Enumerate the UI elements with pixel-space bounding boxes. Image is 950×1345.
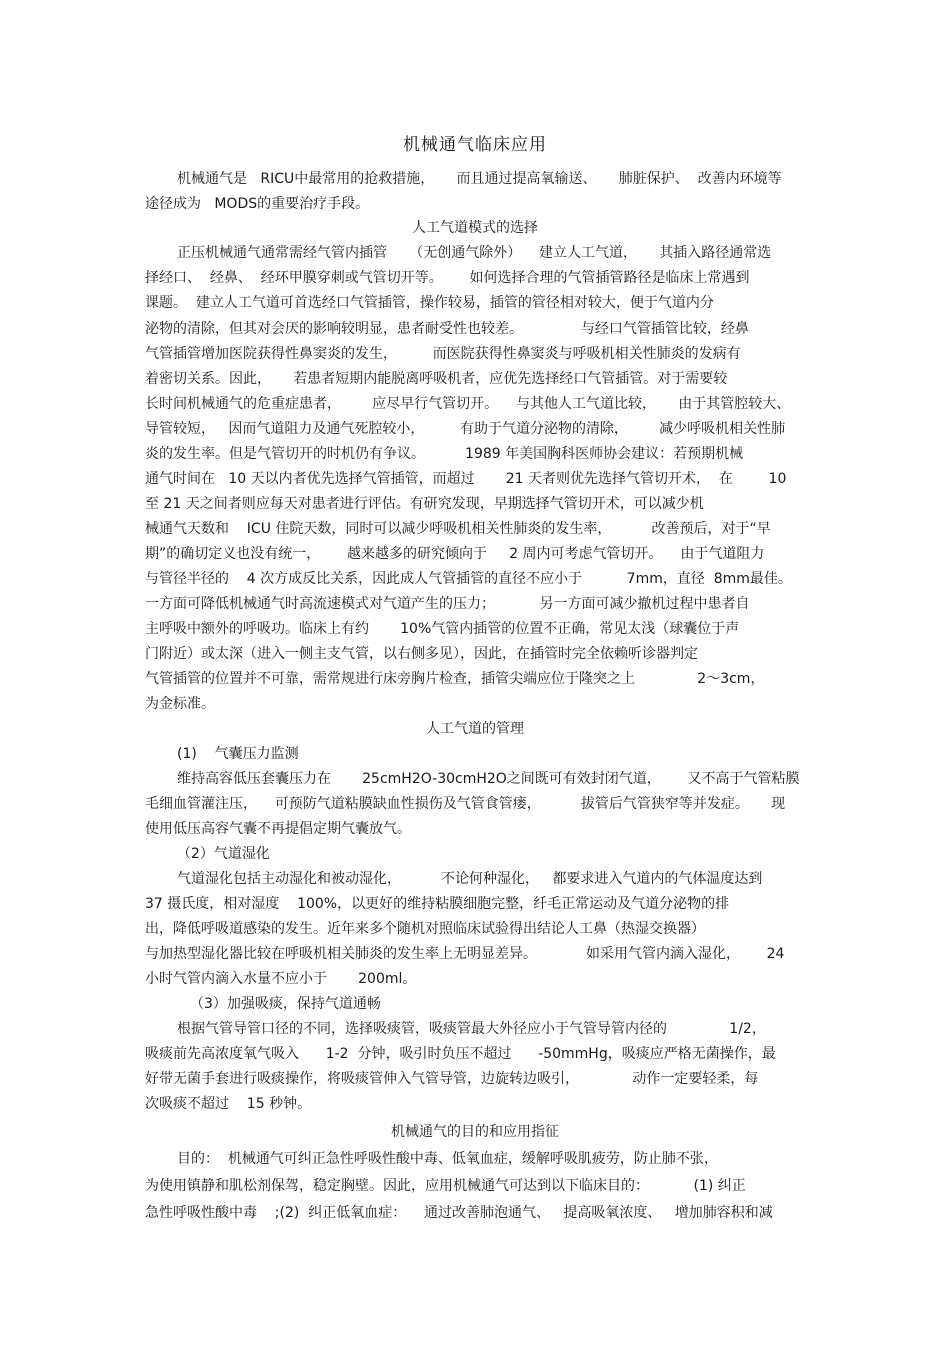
paragraph-line: 械通气天数和 ICU 住院天数，同时可以减少呼吸机相关性肺炎的发生率， 改善预后，对于“早 xyxy=(145,521,771,537)
paragraph-line: 门附近）或太深（进入一侧主支气管，以右侧多见），因此，在插管时完全依赖听诊器判定 xyxy=(145,646,698,662)
paragraph-line: 泌物的清除，但其对会厌的影响较明显，患者耐受性也较差。 与经口气管插管比较，经鼻 xyxy=(145,321,749,337)
section-heading: 人工气道的管理 xyxy=(426,721,524,737)
paragraph-line: 目的： 机械通气可纠正急性呼吸性酸中毒、低氧血症，缓解呼吸肌疲劳，防止肺不张， xyxy=(177,1151,718,1167)
paragraph-line: 气管插管增加医院获得性鼻窦炎的发生， 而医院获得性鼻窦炎与呼吸机相关性肺炎的发病有 xyxy=(145,346,741,362)
subsection-heading: (1) 气囊压力监测 xyxy=(177,746,299,762)
paragraph-line: 择经口、 经鼻、 经环甲膜穿刺或气管切开等。 如何选择合理的气管插管路径是临床上常遇到 xyxy=(145,270,750,286)
paragraph-line: 毛细血管灌注压， 可预防气道粘膜缺血性损伤及气管食管瘘， 拔管后气管狭窄等并发症。 现 xyxy=(145,796,786,812)
paragraph-line: 正压机械通气通常需经气管内插管 （无创通气除外） 建立人工气道， 其插入路径通常选 xyxy=(177,245,772,261)
paragraph-line: 37 摄氏度，相对湿度 100%，以更好的维持粘膜细胞完整，纤毛正常运动及气道分泌物的排 xyxy=(145,896,730,912)
subsection-heading: （3）加强吸痰，保持气道通畅 xyxy=(190,996,381,1012)
document-title: 机械通气临床应用 xyxy=(403,135,547,155)
paragraph-line: 机械通气是 RICU中最常用的抢救措施， 而且通过提高氧输送、 肺脏保护、 改善内环境等 xyxy=(177,171,782,187)
paragraph-line: 急性呼吸性酸中毒 ;(2) 纠正低氧血症： 通过改善肺泡通气、 提高吸氧浓度、 增加肺容积和减 xyxy=(145,1205,773,1221)
paragraph-line: 主呼吸中额外的呼吸功。临床上有约 10%气管内插管的位置不正确，常见太浅（球囊位于声 xyxy=(145,621,740,637)
paragraph-line: 一方面可降低机械通气时高流速模式对气道产生的压力； 另一方面可减少撤机过程中患者自 xyxy=(145,596,750,612)
paragraph-line: 为使用镇静和肌松剂保驾，稳定胸壁。因此，应用机械通气可达到以下临床目的： (1) 纠正 xyxy=(145,1178,746,1194)
section-heading: 机械通气的目的和应用指征 xyxy=(391,1124,559,1140)
paragraph-line: 与加热型湿化器比较在呼吸机相关肺炎的发生率上无明显差异。 如采用气管内滴入湿化， 24 xyxy=(145,946,785,962)
paragraph-line: 维持高容低压套囊压力在 25cmH2O-30cmH2O之间既可有效封闭气道， 又不高于气管粘膜 xyxy=(177,771,800,787)
paragraph-line: 根据气管导管口径的不同，选择吸痰管，吸痰管最大外径应小于气管导管内径的 1/2， xyxy=(177,1021,766,1037)
paragraph-line: 通气时间在 10 天以内者优先选择气管插管，而超过 21 天者则优先选择气管切开术， 在 10 xyxy=(145,471,787,487)
paragraph-line: 次吸痰不超过 15 秒钟。 xyxy=(145,1096,312,1112)
section-heading: 人工气道模式的选择 xyxy=(412,220,538,236)
paragraph-line: 课题。 建立人工气道可首选经口气管插管，操作较易，插管的管径相对较大，便于气道内分 xyxy=(145,295,714,311)
subsection-heading: （2）气道湿化 xyxy=(177,846,270,862)
paragraph-line: 炎的发生率。但是气管切开的时机仍有争议。 1989 年美国胸科医师协会建议：若预期机械 xyxy=(145,446,744,462)
paragraph-line: 气道湿化包括主动湿化和被动湿化， 不论何种湿化， 都要求进入气道内的气体温度达到 xyxy=(177,871,763,887)
paragraph-line: 出，降低呼吸道感染的发生。近年来多个随机对照临床试验得出结论人工鼻（热湿交换器） xyxy=(145,921,705,937)
paragraph-line: 为金标准。 xyxy=(145,696,215,712)
paragraph-line: 气管插管的位置并不可靠，需常规进行床旁胸片检查，插管尖端应位于隆突之上 2～3cm， xyxy=(145,671,765,687)
paragraph-line: 使用低压高容气囊不再提倡定期气囊放气。 xyxy=(145,821,411,837)
paragraph-line: 与管径半径的 4 次方成反比关系，因此成人气管插管的直径不应小于 7mm，直径 8mm最佳。 xyxy=(145,571,792,587)
paragraph-line: 导管较短， 因而气道阻力及通气死腔较小， 有助于气道分泌物的清除， 减少呼吸机相关性肺 xyxy=(145,421,786,437)
paragraph-line: 好带无菌手套进行吸痰操作，将吸痰管伸入气管导管，边旋转边吸引， 动作一定要轻柔，每 xyxy=(145,1071,759,1087)
paragraph-line: 途径成为 MODS的重要治疗手段。 xyxy=(145,196,370,212)
paragraph-line: 小时气管内滴入水量不应小于 200ml。 xyxy=(145,971,417,987)
paragraph-line: 着密切关系。因此， 若患者短期内能脱离呼吸机者，应优先选择经口气管插管。对于需要较 xyxy=(145,371,728,387)
paragraph-line: 长时间机械通气的危重症患者， 应尽早行气管切开。 与其他人工气道比较， 由于其管腔较大、 xyxy=(145,396,791,412)
paragraph-line: 至 21 天之间者则应每天对患者进行评估。有研究发现，早期选择气管切开术，可以减少机 xyxy=(145,496,704,512)
paragraph-line: 期”的确切定义也没有统一， 越来越多的研究倾向于 2 周内可考虑气管切开。 由于气道阻力 xyxy=(145,546,765,562)
paragraph-line: 吸痰前先高浓度氧气吸入 1-2 分钟，吸引时负压不超过 -50mmHg，吸痰应严格无菌操作，最 xyxy=(145,1046,776,1062)
